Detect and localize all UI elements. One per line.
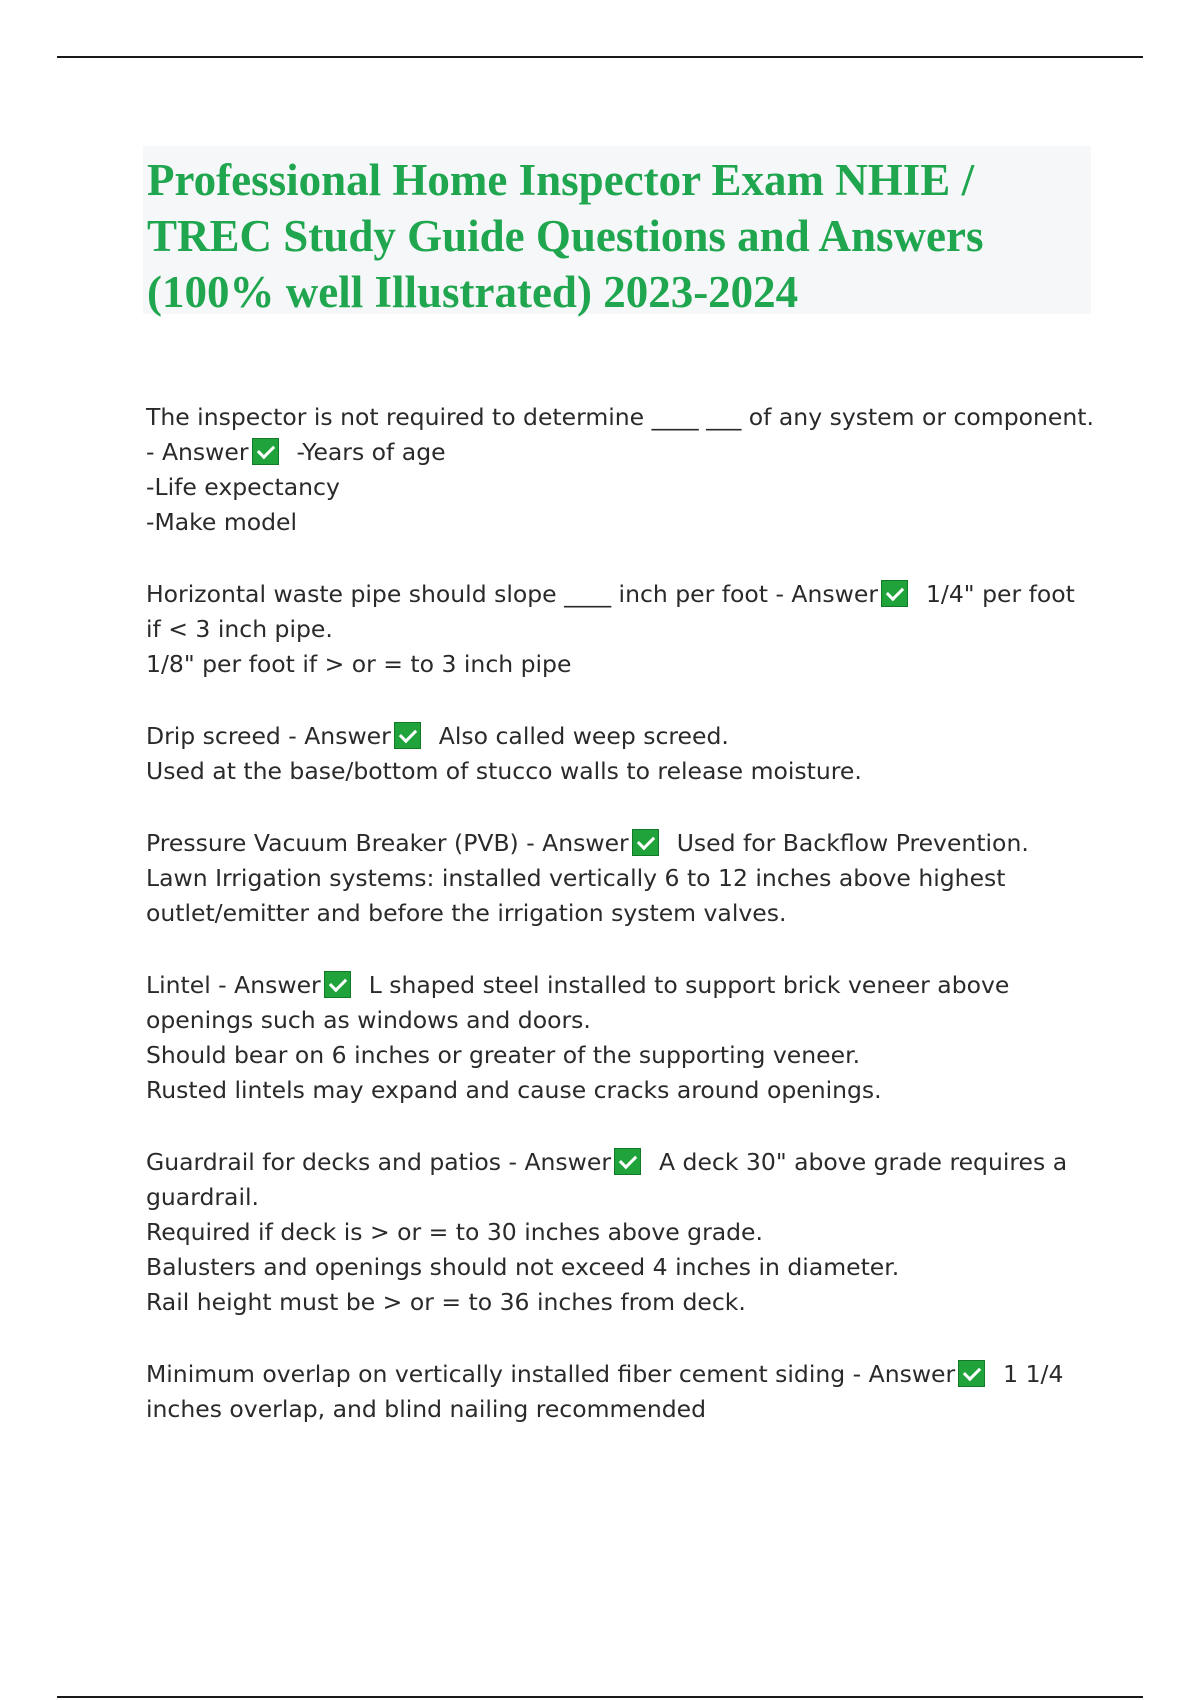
answer-text: Lawn Irrigation systems: installed vertically 6 to 12 inches above highest	[146, 864, 1006, 892]
qa-item	[146, 968, 1106, 1108]
answer-line	[146, 719, 1106, 754]
answer-text: Balusters and openings should not exceed 4 inches in diameter.	[146, 1253, 900, 1281]
answer-text: guardrail.	[146, 1183, 259, 1211]
bottom-rule	[57, 1696, 1143, 1698]
document-title	[147, 152, 1087, 320]
qa-item	[146, 1357, 1106, 1427]
check-icon	[881, 580, 908, 607]
answer-text: Should bear on 6 inches or greater of the supporting veneer.	[146, 1041, 861, 1069]
answer-text: -Years of age	[296, 438, 446, 466]
answer-text: -Life expectancy	[146, 473, 340, 501]
title-line: Professional Home Inspector Exam NHIE /	[147, 155, 975, 205]
answer-text: A deck 30" above grade requires a	[659, 1148, 1068, 1176]
answer-text: Used for Backflow Prevention.	[676, 829, 1029, 857]
title-line: (100% well Illustrated) 2023-2024	[147, 267, 799, 317]
qa-item	[146, 719, 1106, 789]
answer-line	[146, 826, 1106, 861]
qa-item	[146, 400, 1106, 540]
qa-list	[146, 400, 1106, 1464]
check-icon	[252, 438, 279, 465]
question-text: Drip screed - Answer	[146, 722, 391, 750]
answer-text: if < 3 inch pipe.	[146, 615, 333, 643]
qa-item	[146, 1145, 1106, 1320]
check-icon	[394, 722, 421, 749]
answer-text: inches overlap, and blind nailing recommended	[146, 1395, 707, 1423]
question-text: Guardrail for decks and patios - Answer	[146, 1148, 611, 1176]
top-rule	[57, 56, 1143, 58]
question-text: Minimum overlap on vertically installed fiber cement siding - Answer	[146, 1360, 956, 1388]
answer-text: Rail height must be > or = to 36 inches from deck.	[146, 1288, 746, 1316]
answer-label: - Answer	[146, 438, 249, 466]
answer-line	[146, 435, 1106, 470]
answer-text: Also called weep screed.	[438, 722, 729, 750]
answer-text: outlet/emitter and before the irrigation system valves.	[146, 899, 787, 927]
answer-text: 1 1/4	[1003, 1360, 1064, 1388]
question-text: Horizontal waste pipe should slope ____ inch per foot - Answer	[146, 580, 878, 608]
answer-text: 1/8" per foot if > or = to 3 inch pipe	[146, 650, 572, 678]
check-icon	[958, 1360, 985, 1387]
check-icon	[324, 971, 351, 998]
qa-item	[146, 577, 1106, 682]
question-text: The inspector is not required to determine ____ ___ of any system or component.	[146, 403, 1094, 431]
answer-text: Required if deck is > or = to 30 inches above grade.	[146, 1218, 763, 1246]
question-text: Pressure Vacuum Breaker (PVB) - Answer	[146, 829, 629, 857]
answer-line	[146, 577, 1106, 612]
answer-line	[146, 1357, 1106, 1392]
title-line: TREC Study Guide Questions and Answers	[147, 211, 984, 261]
answer-text: Rusted lintels may expand and cause cracks around openings.	[146, 1076, 882, 1104]
check-icon	[614, 1148, 641, 1175]
answer-line	[146, 1145, 1106, 1180]
question-text: Lintel - Answer	[146, 971, 321, 999]
answer-line	[146, 968, 1106, 1003]
answer-text: Used at the base/bottom of stucco walls to release moisture.	[146, 757, 862, 785]
qa-item	[146, 826, 1106, 931]
title-block	[143, 146, 1091, 317]
answer-text: L shaped steel installed to support brick veneer above	[368, 971, 1010, 999]
check-icon	[632, 829, 659, 856]
answer-text: 1/4" per foot	[925, 580, 1075, 608]
answer-text: openings such as windows and doors.	[146, 1006, 591, 1034]
answer-text: -Make model	[146, 508, 298, 536]
